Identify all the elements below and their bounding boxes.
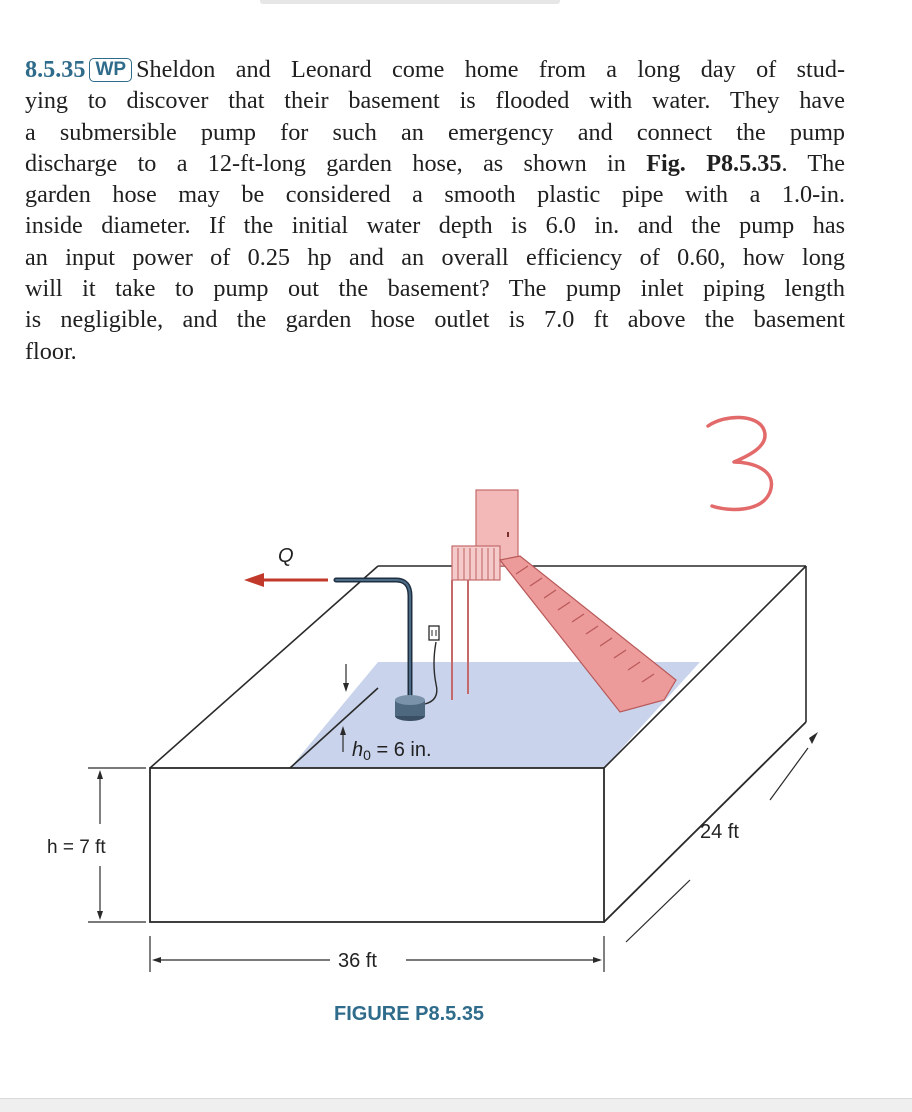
electrical-outlet [429,626,439,640]
flow-arrow [244,573,328,587]
problem-statement [25,54,845,367]
figure-caption: FIGURE P8.5.35 [334,1003,485,1025]
length-dimension [150,936,604,972]
handwritten-3-annotation [708,417,771,509]
submersible-pump [395,695,425,721]
problem-text-1: Sheldon and Leonard come home from a long day of stud- [136,56,845,83]
flow-label: Q [278,545,294,567]
figure-reference-tail: . The [781,149,845,177]
problem-line-9: is negligible, and the garden hose outlet is 7.0 ft above the basement [25,306,845,334]
basement-figure [0,400,912,1090]
problem-line-10: floor. [25,337,77,365]
problem-line-3: a submersible pump for such an emergency and connect the pump [25,118,845,146]
problem-line-6: inside diameter. If the initial water depth is 6.0 in. and the pump has [25,212,845,240]
problem-line-4 [25,148,845,179]
problem-line-7: an input power of 0.25 hp and an overall efficiency of 0.60, how long [25,243,845,271]
figure-reference: Fig. P8.5.35 [646,149,782,177]
problem-text-4: discharge to a 12-ft-long garden hose, as shown in [25,149,626,177]
problem-number: 8.5.35 [25,56,86,83]
length-label: 36 ft [338,950,377,972]
problem-line-1 [25,54,845,85]
depth-label-sub: 0 [363,747,371,763]
depth-label-value: = 6 in. [370,739,432,761]
height-label: h = 7 ft [47,837,106,858]
width-label: 24 ft [700,821,739,843]
problem-line-8: will it take to pump out the basement? The pump inlet piping length [25,275,845,303]
top-edge-sliver [260,0,560,4]
bottom-edge-bar [0,1098,912,1112]
problem-line-5: garden hose may be considered a smooth plastic pipe with a 1.0-in. [25,181,845,209]
wp-badge[interactable]: WP [89,58,132,82]
depth-label-var: h [352,739,364,761]
problem-line-2: ying to discover that their basement is flooded with water. They have [25,87,845,115]
